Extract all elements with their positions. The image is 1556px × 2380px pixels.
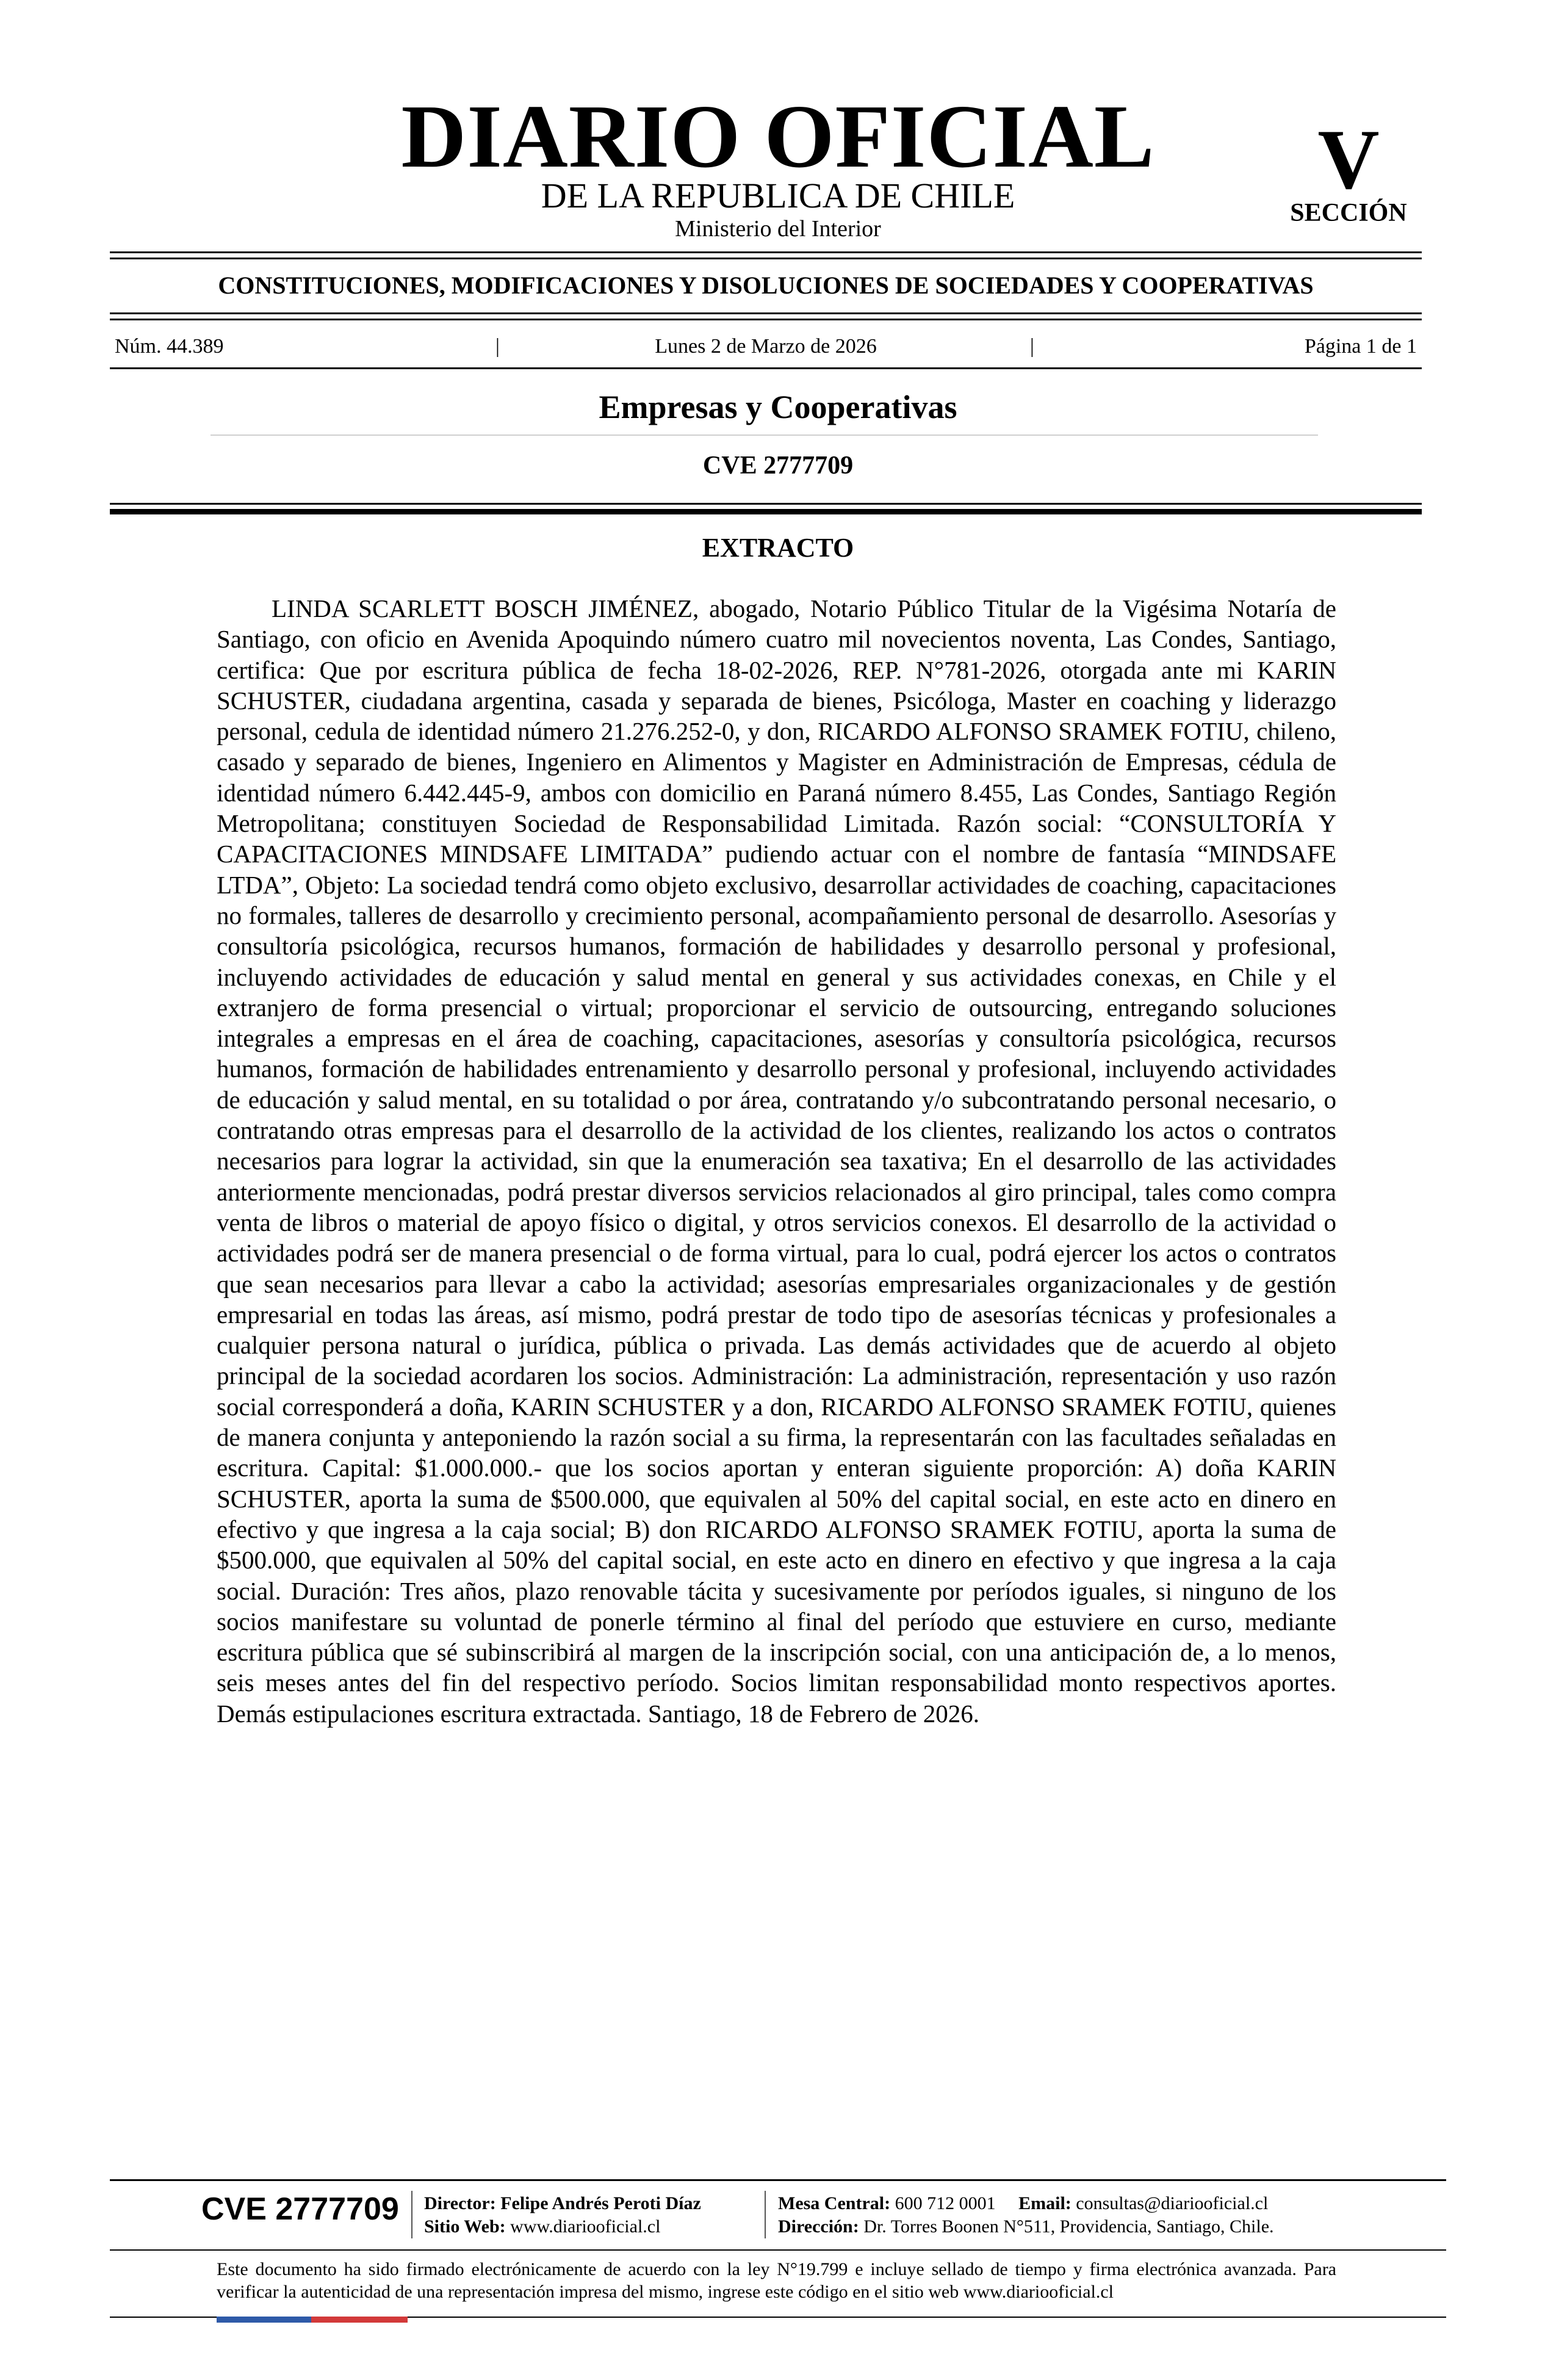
footer-cve-code: CVE 2777709 <box>201 2191 399 2227</box>
issue-separator: | <box>1030 335 1034 358</box>
phone-value: 600 712 0001 <box>895 2193 996 2213</box>
divider <box>110 503 1422 505</box>
masthead-title: DIARIO OFICIAL <box>401 87 1155 187</box>
divider <box>110 251 1422 253</box>
section-heading: Empresas y Cooperativas <box>599 389 957 425</box>
address-value: Dr. Torres Boonen N°511, Providencia, Santiago, Chile. <box>863 2216 1274 2237</box>
divider <box>110 312 1422 314</box>
email-link[interactable]: consultas@diariooficial.cl <box>1076 2193 1269 2213</box>
director-label: Director: <box>424 2193 496 2213</box>
cve-code: CVE 2777709 <box>702 452 854 480</box>
email-label: Email: <box>1018 2193 1072 2213</box>
footer-divider <box>110 2179 1446 2181</box>
divider <box>110 509 1422 514</box>
divider <box>110 319 1422 320</box>
section-label: SECCIÓN <box>1290 199 1407 227</box>
section-letter: V <box>1317 112 1380 207</box>
extract-body: LINDA SCARLETT BOSCH JIMÉNEZ, abogado, Notario Público Titular de la Vigésima Notaría de Santiago, con oficio en Avenida Apoquindo número cuatro mil novecientos noventa, Las Condes, Santiago, certifica: Que por escritura pública de fecha 18-02-2026, REP. N°781-2026, otorgada ante mi KARIN SCHUSTER, ciudadana argentina, casada y separada de bienes, Psicóloga, Master en coaching y liderazgo personal, cedula de identidad número 21.276.252-0, y don, RICARDO ALFONSO SRAMEK FOTIU, chileno, casado y separado de bienes, Ingeniero en Alimentos y Magister en Administración de Empresas, cédula de identidad número 6.442.445-9, ambos con domicilio en Paraná número 8.455, Las Condes, Santiago Región Metropolitana; constituyen Sociedad de Responsabilidad Limitada. Razón social: “CONSULTORÍA Y CAPACITACIONES MINDSAFE LIMITADA” pudiendo actuar con el nombre de fantasía “MINDSAFE LTDA”, Objeto: La sociedad tendrá como objeto exclusivo, desarrollar actividades de coaching, capacitaciones no formales, talleres de desarrollo y crecimiento personal, acompañamiento personal de desarrollo. Asesorías y consultoría psicológica, recursos humanos, formación de habilidades y desarrollo personal y profesional, incluyendo actividades de educación y salud mental en general y sus actividades conexas, en Chile y el extranjero de forma presencial o virtual; proporcionar el servicio de outsourcing, entregando soluciones integrales a empresas en el área de coaching, capacitaciones, asesorías y consultoría psicológica, recursos humanos, formación de habilidades entrenamiento y desarrollo personal y profesional, incluyendo actividades de educación y salud mental, en su totalidad o por área, contratando y/o subcontratando personal necesario, o contratando otras empresas para el desarrollo de la actividad de los clientes, realizando los actos o contratos necesarios para lograr la actividad, sin que la enumeración sea taxativa; En el desarrollo de las actividades anteriormente mencionadas, podrá prestar diversos servicios relacionados al giro principal, tales como compra venta de libros o material de apoyo físico o digital, y otros servicios conexos. El desarrollo de la actividad o actividades podrá ser de manera presencial o de forma virtual, para lo cual, podrá ejercer los actos o contratos que sean necesarios para llevar a cabo la actividad; asesorías empresariales organizacionales y de gestión empresarial en todas las áreas, así mismo, podrá prestar de todo tipo de asesorías técnicas y profesionales a cualquier persona natural o jurídica, pública o privada. Las demás actividades que de acuerdo al objeto principal de la sociedad acordaren los socios. Administración: La administración, representación y uso razón social corresponderá a doña, KARIN SCHUSTER y a don, RICARDO ALFONSO SRAMEK FOTIU, quienes de manera conjunta y anteponiendo la razón social a su firma, la representarán con las facultades señaladas en escritura. Capital: $1.000.000.- que los socios aportan y enteran siguiente proporción: A) doña KARIN SCHUSTER, aporta la suma de $500.000, que equivalen al 50% del capital social, en este acto en dinero en efectivo y que ingresa a la caja social; B) don RICARDO ALFONSO SRAMEK FOTIU, aporta la suma de $500.000, que equivalen al 50% del capital social, en este acto en dinero en efectivo y que ingresa a la caja social. Duración: Tres años, plazo renovable tácita y sucesivamente por períodos iguales, si ninguno de los socios manifestare su voluntad de ponerle término al final del período que estuviere en curso, mediante escritura pública que sé subinscribirá al margen de la inscripción social, con una anticipación de, a lo menos, seis meses antes del fin del respectivo período. Socios limitan responsabilidad monto respectivos aportes. Demás estipulaciones escritura extractada. Santiago, 18 de Febrero de 2026. <box>217 594 1336 1728</box>
footer-signature-note: Este documento ha sido firmado electrónicamente de acuerdo con la ley N°19.799 e incluye sellado de tiempo y firma electrónica avanzada. Para verificar la autenticidad de una representación impresa del mismo, ingrese este código en el sitio web www.diariooficial.cl <box>217 2259 1336 2302</box>
page-indicator: Página 1 de 1 <box>1304 335 1417 358</box>
address-label: Dirección: <box>778 2216 859 2237</box>
issue-info-row <box>110 334 1422 359</box>
website-link[interactable]: www.diariooficial.cl <box>510 2216 661 2237</box>
footer-contact-block <box>778 2192 1274 2238</box>
website-label: Sitio Web: <box>424 2216 506 2237</box>
footer-divider <box>110 2249 1446 2251</box>
flag-stripe-blue <box>217 2317 311 2323</box>
footer-separator <box>411 2191 412 2238</box>
director-name: Felipe Andrés Peroti Díaz <box>500 2193 701 2213</box>
extract-title: EXTRACTO <box>702 533 854 563</box>
masthead-subtitle: DE LA REPUBLICA DE CHILE <box>541 176 1015 215</box>
issue-number: Núm. 44.389 <box>115 335 224 358</box>
divider <box>211 435 1318 436</box>
divider <box>110 367 1422 369</box>
category-title: CONSTITUCIONES, MODIFICACIONES Y DISOLUCIONES DE SOCIEDADES Y COOPERATIVAS <box>218 272 1314 299</box>
flag-stripe-red <box>311 2317 408 2323</box>
divider <box>110 258 1422 259</box>
footer-separator <box>765 2191 766 2238</box>
phone-label: Mesa Central: <box>778 2193 891 2213</box>
issue-separator: | <box>495 335 500 358</box>
masthead-ministry: Ministerio del Interior <box>675 216 881 242</box>
footer-director-block <box>424 2192 701 2238</box>
issue-date: Lunes 2 de Marzo de 2026 <box>655 335 877 358</box>
